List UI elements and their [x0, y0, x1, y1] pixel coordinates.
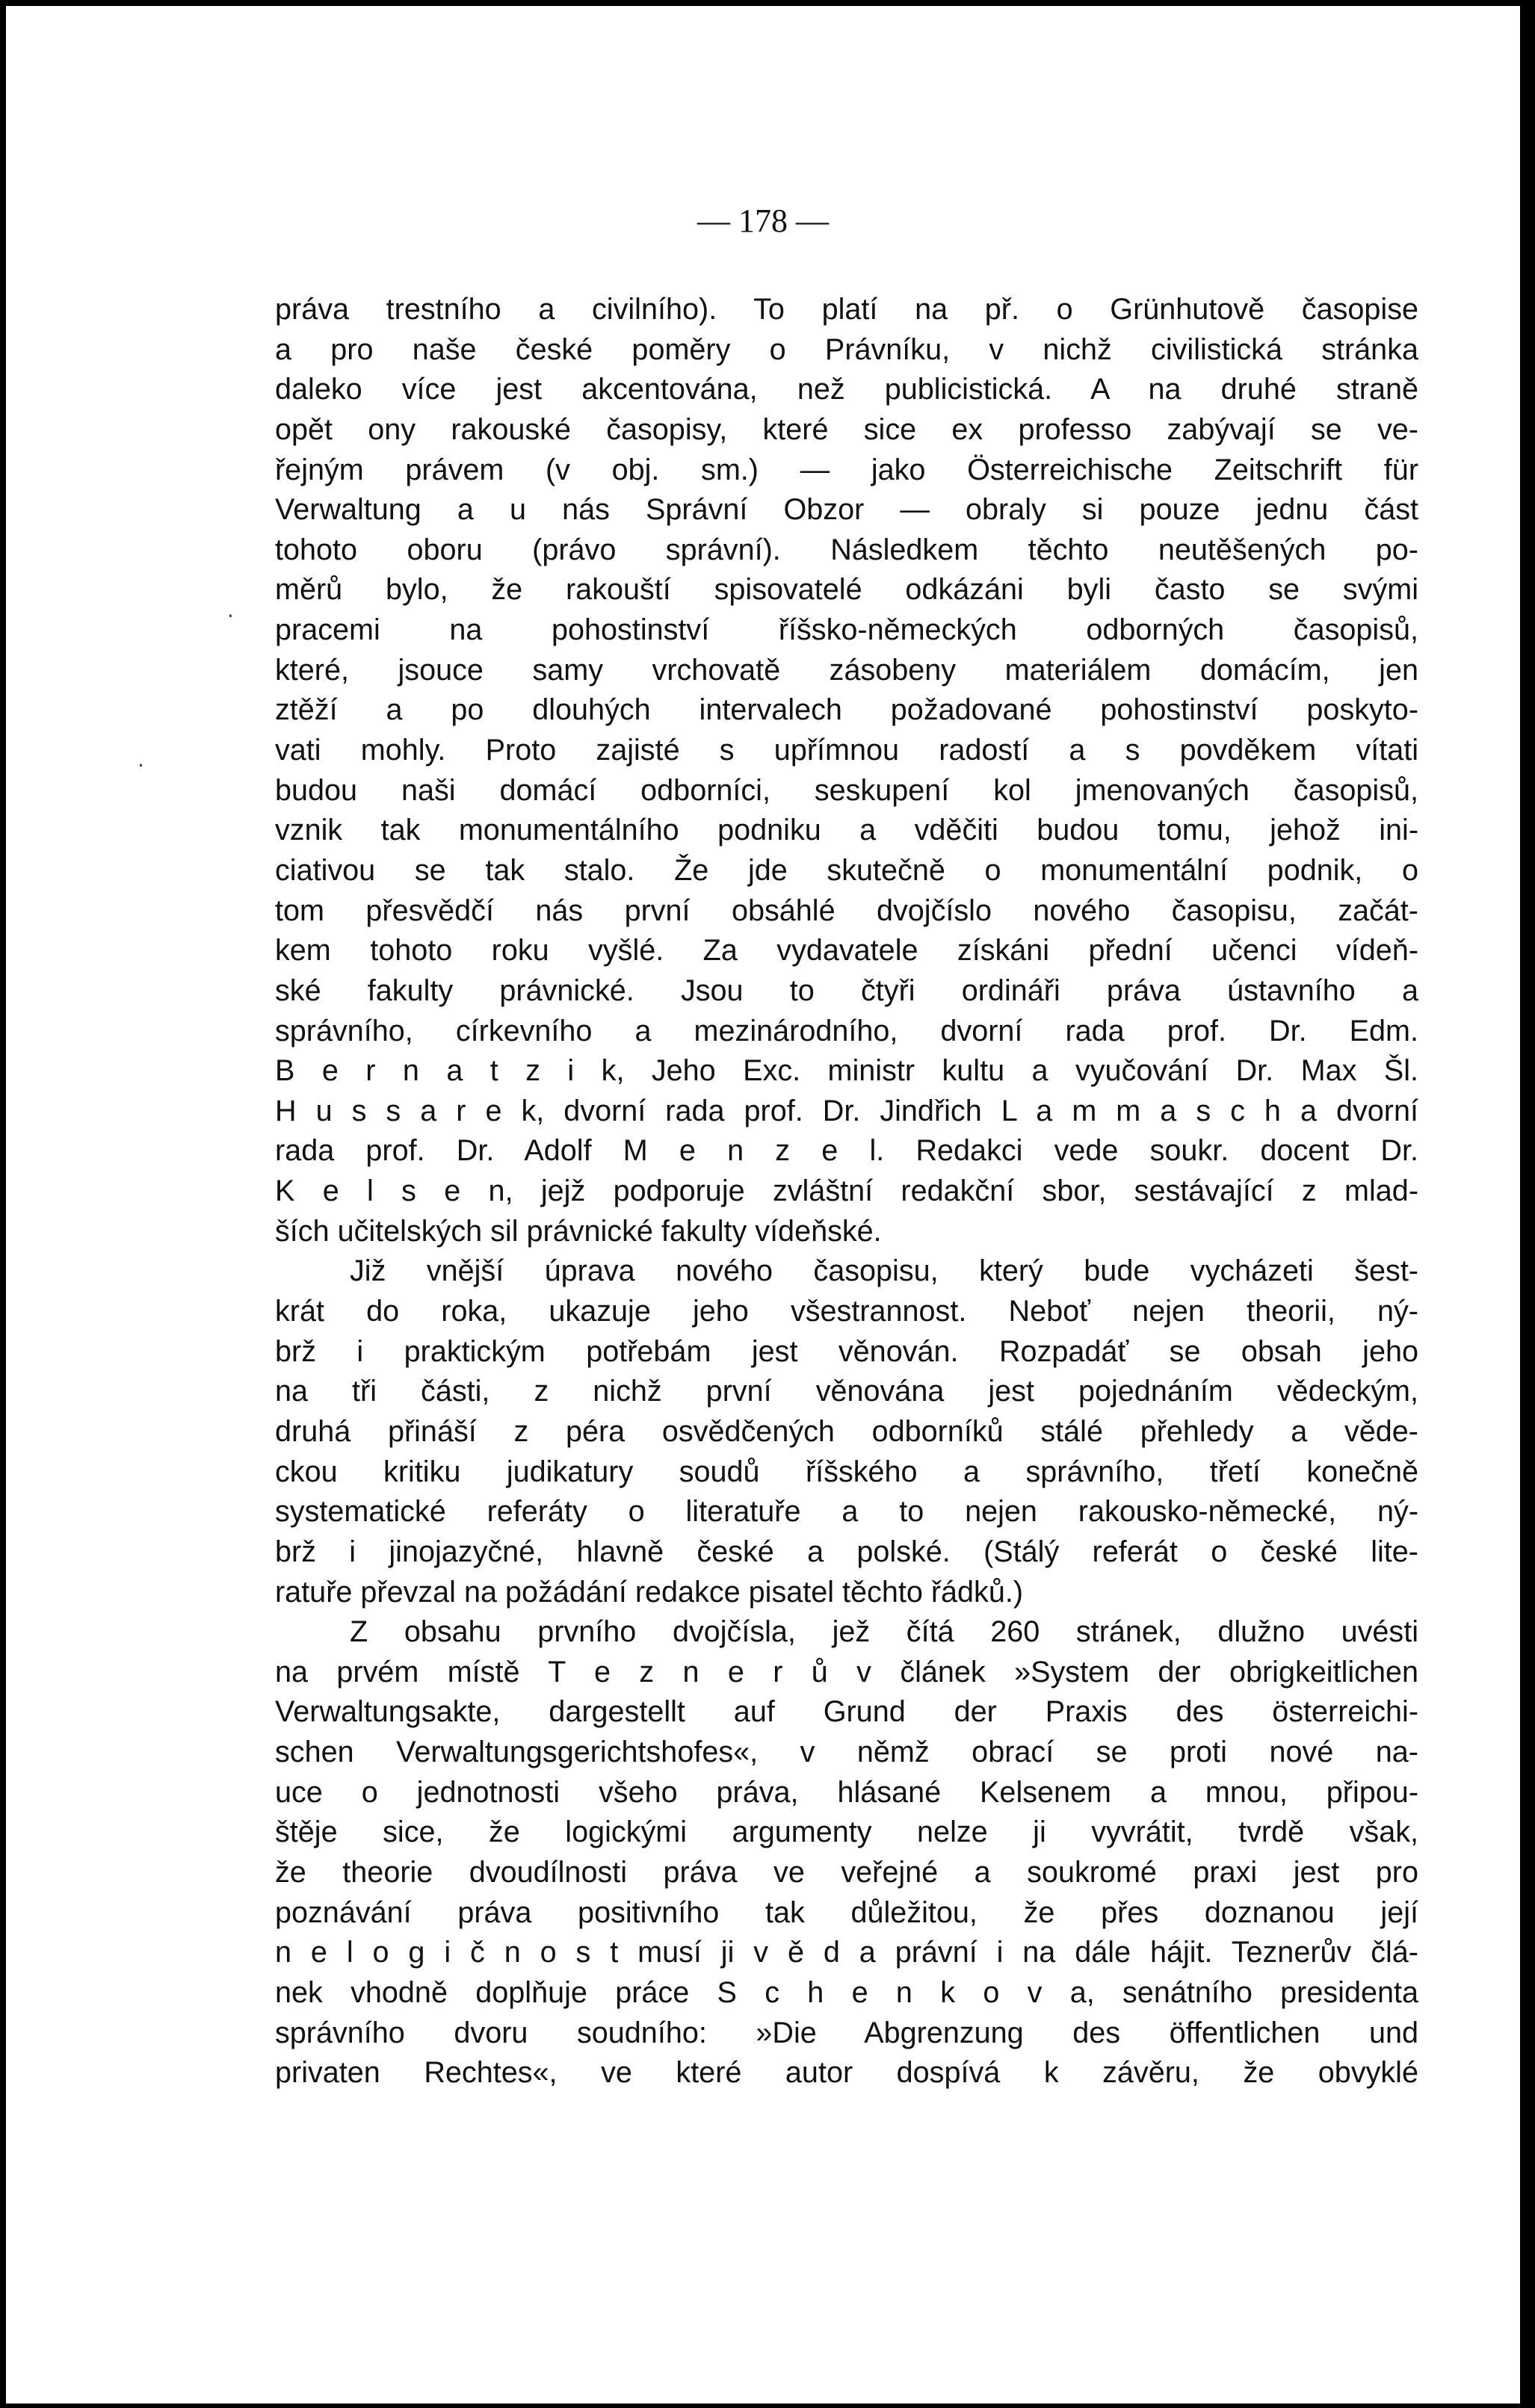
text-line: které, jsouce samy vrchovatě zásobeny materiálem domácím, jen [275, 653, 1418, 687]
text-line: měrů bylo, že rakouští spisovatelé odkázáni byli často se svými [275, 573, 1418, 607]
text-line: Z obsahu prvního dvojčísla, jež čítá 260 stránek, dlužno uvésti [350, 1615, 1418, 1649]
text-line: pracemi na pohostinství říšsko-německých odborných časopisů, [275, 613, 1418, 647]
text-line: budou naši domácí odborníci, seskupení kol jmenovaných časopisů, [275, 773, 1418, 807]
text-line: a pro naše české poměry o Právníku, v nichž civilistická stránka [275, 332, 1418, 366]
margin-tick: · [138, 753, 144, 778]
text-line: privaten Rechtes«, ve které autor dospívá k závěru, že obvyklé [275, 2056, 1418, 2090]
text-line: brž i praktickým potřebám jest věnován. Rozpadáť se obsah jeho [275, 1334, 1418, 1368]
text-line: druhá přináší z péra osvědčených odborníků stálé přehledy a věde- [275, 1414, 1418, 1448]
text-line: opět ony rakouské časopisy, které sice ex professo zabývají se ve- [275, 412, 1418, 446]
text-line: H u s s a r e k, dvorní rada prof. Dr. Jindřich L a m m a s c h a dvorní [275, 1094, 1418, 1127]
text-line: tom přesvědčí nás první obsáhlé dvojčíslo nového časopisu, začát- [275, 894, 1418, 927]
text-line: Již vnější úprava nového časopisu, který bude vycházeti šest- [350, 1254, 1418, 1288]
text-line: štěje sice, že logickými argumenty nelze ji vyvrátit, tvrdě však, [275, 1816, 1418, 1849]
text-line: ské fakulty právnické. Jsou to čtyři ordináři práva ústavního a [275, 974, 1418, 1007]
text-line: ztěží a po dlouhých intervalech požadované pohostinství poskyto- [275, 693, 1418, 727]
text-line: B e r n a t z i k, Jeho Exc. ministr kultu a vyučování Dr. Max Šl. [275, 1054, 1418, 1088]
page-number: — 178 — [697, 202, 829, 239]
text-line: práva trestního a civilního). To platí na př. o Grünhutově časopise [275, 293, 1418, 326]
text-line: daleko více jest akcentována, než publicistická. A na druhé straně [275, 373, 1418, 406]
text-line: na prvém místě T e z n e r ů v článek »System der obrigkeitlichen [275, 1655, 1418, 1689]
body-text [275, 290, 1418, 2093]
text-line: ciativou se tak stalo. Že jde skutečně o monumentální podnik, o [275, 853, 1418, 887]
text-line: systematické referáty o literatuře a to nejen rakousko-německé, ný- [275, 1495, 1418, 1529]
text-line: tohoto oboru (právo správní). Následkem těchto neutěšených po- [275, 533, 1418, 566]
text-line: Verwaltungsakte, dargestellt auf Grund der Praxis des österreichi- [275, 1695, 1418, 1729]
text-line: na tři části, z nichž první věnována jest pojednáním vědeckým, [275, 1375, 1418, 1408]
text-line: že theorie dvoudílnosti práva ve veřejné a soukromé praxi jest pro [275, 1855, 1418, 1889]
text-line: krát do roka, ukazuje jeho všestrannost. Neboť nejen theorii, ný- [275, 1295, 1418, 1328]
text-line: uce o jednotnosti všeho práva, hlásané Kelsenem a mnou, připou- [275, 1775, 1418, 1809]
text-line: vznik tak monumentálního podniku a vděčiti budou tomu, jehož ini- [275, 814, 1418, 847]
text-line: ratuře převzal na požádání redakce pisatel těchto řádků.) [275, 1575, 1024, 1609]
text-line: správního, církevního a mezinárodního, dvorní rada prof. Dr. Edm. [275, 1014, 1418, 1047]
text-line: K e l s e n, jejž podporuje zvláštní redakční sbor, sestávající z mlad- [275, 1174, 1418, 1208]
text-line: řejným právem (v obj. sm.) — jako Österreichische Zeitschrift für [275, 453, 1418, 486]
text-line: brž i jinojazyčné, hlavně české a polské. (Stálý referát o české lite- [275, 1535, 1418, 1568]
text-line: nek vhodně doplňuje práce S c h e n k o v a, senátního presidenta [275, 1975, 1418, 2009]
text-line: Verwaltung a u nás Správní Obzor — obraly si pouze jednu část [275, 493, 1418, 527]
text-line: n e l o g i č n o s t musí ji v ě d a právní i na dále hájit. Teznerův člá- [275, 1936, 1418, 1969]
text-line: poznávání práva positivního tak důležitou, že přes doznanou její [275, 1895, 1418, 1929]
text-line: správního dvoru soudního: »Die Abgrenzung des öffentlichen und [275, 2016, 1418, 2049]
text-line: rada prof. Dr. Adolf M e n z e l. Redakci vede soukr. docent Dr. [275, 1134, 1418, 1168]
text-line: ších učitelských sil právnické fakulty vídeňské. [275, 1214, 882, 1248]
text-line: vati mohly. Proto zajisté s upřímnou radostí a s povděkem vítati [275, 734, 1418, 767]
text-line: schen Verwaltungsgerichtshofes«, v němž obrací se proti nové na- [275, 1736, 1418, 1769]
text-line: kem tohoto roku vyšlé. Za vydavatele získáni přední učenci vídeň- [275, 934, 1418, 968]
text-line: ckou kritiku judikatury soudů říšského a správního, třetí konečně [275, 1455, 1418, 1488]
margin-dot: . [227, 598, 234, 622]
book-page [6, 6, 1520, 2404]
